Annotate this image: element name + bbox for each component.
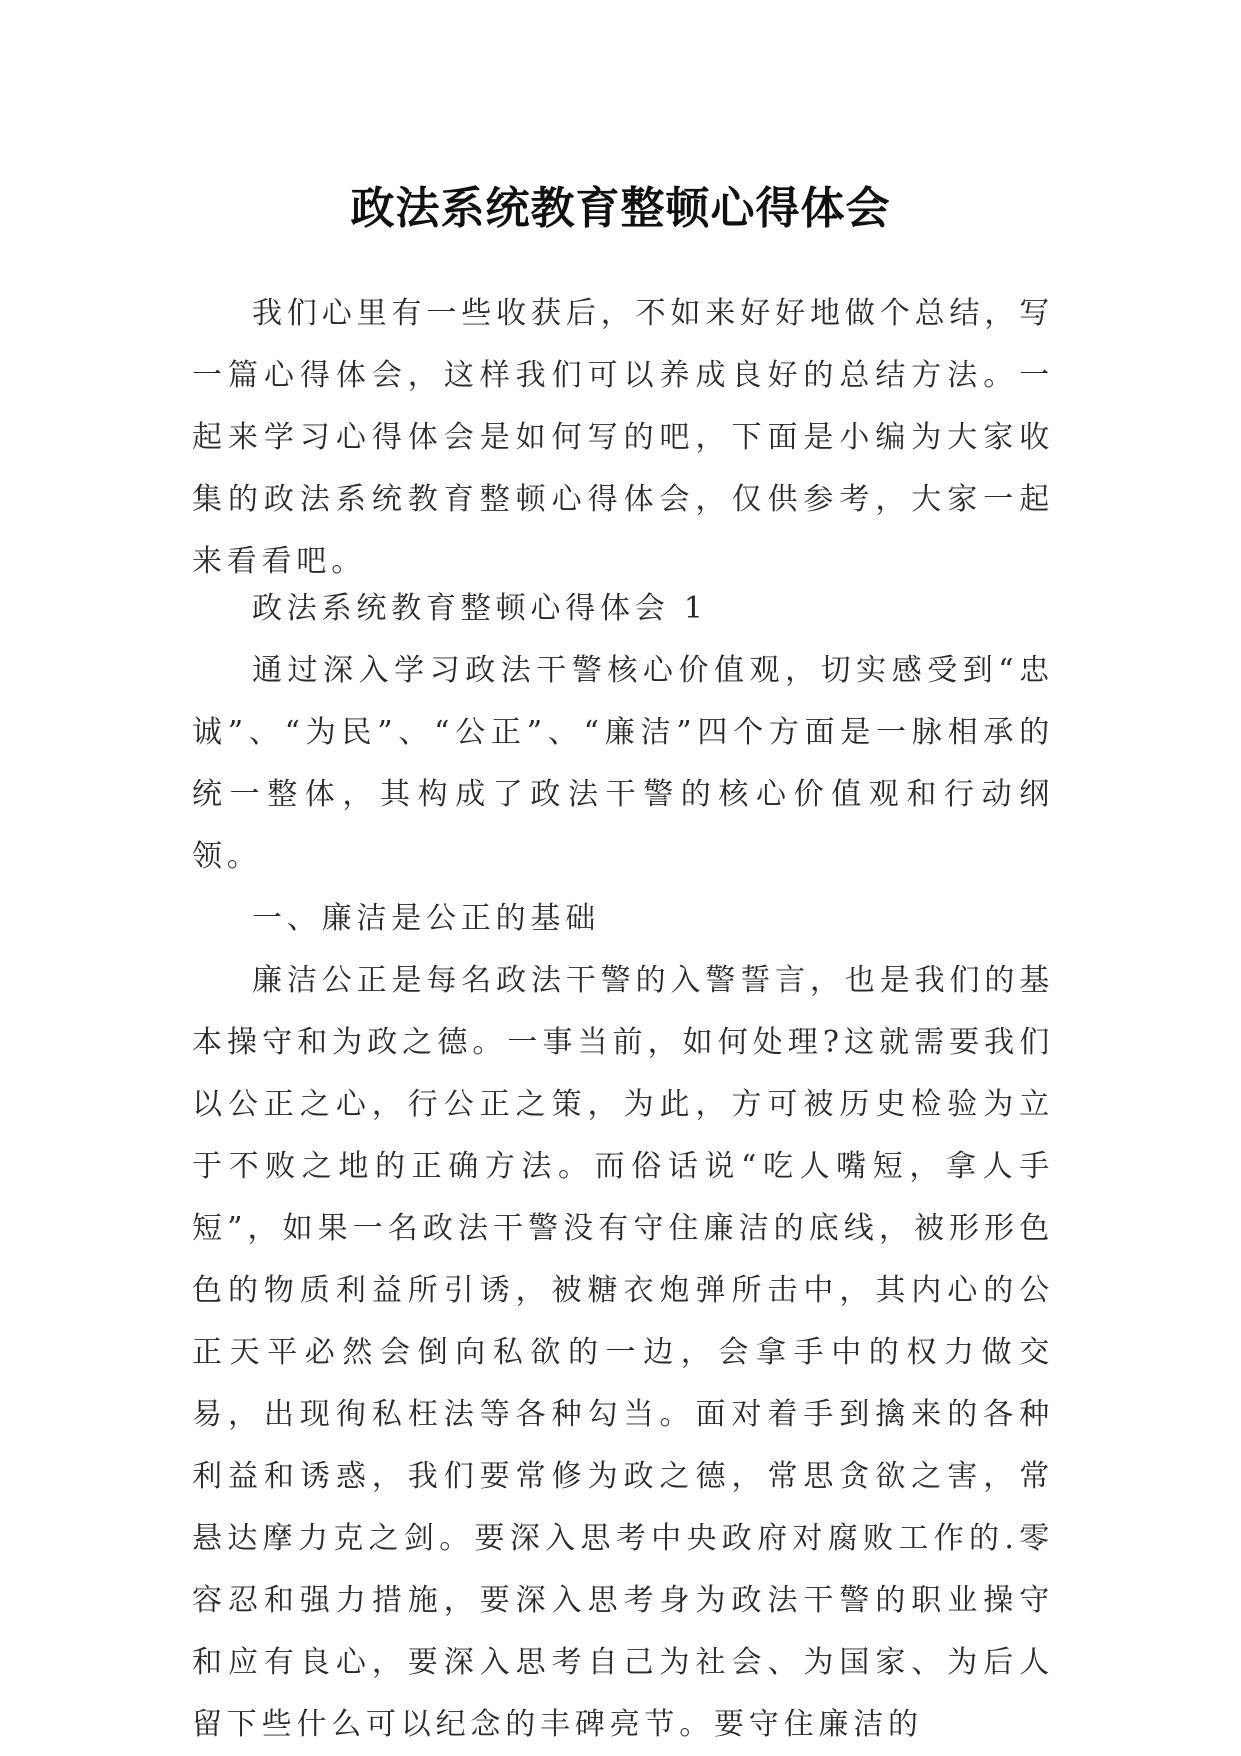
article-body bbox=[192, 578, 1054, 1756]
section-heading: 一、廉洁是公正的基础 bbox=[252, 901, 600, 936]
intro-block bbox=[192, 283, 1054, 593]
intro-paragraph: 我们心里有一些收获后，不如来好好地做个总结，写一篇心得体会，这样我们可以养成良好的总结方法。一起来学习心得体会是如何写的吧，下面是小编为大家收集的政法系统教育整顿心得体会，仅供参考，大家一起来看看吧。 bbox=[192, 296, 1054, 579]
article-heading: 政法系统教育整顿心得体会 1 bbox=[252, 591, 708, 626]
document-title: 政法系统教育整顿心得体会 bbox=[350, 183, 891, 235]
body-paragraph: 廉洁公正是每名政法干警的入警誓言，也是我们的基本操守和为政之德。一事当前，如何处理?这就需要我们以公正之心，行公正之策，为此，方可被历史检验为立于不败之地的正确方法。而俗话说“吃人嘴短，拿人手短”，如果一名政法干警没有守住廉洁的底线，被形形色色的物质利益所引诱，被糖衣炮弹所击中，其内心的公正天平必然会倒向私欲的一边，会拿手中的权力做交易，出现徇私枉法等各种勾当。面对着手到擒来的各种利益和诱惑，我们要常修为政之德，常思贪欲之害，常悬达摩力克之剑。要深入思考中央政府对腐败工作的.零容忍和强力措施，要深入思考身为政法干警的职业操守和应有良心，要深入思考自己为社会、为国家、为后人留下些什么可以纪念的丰碑亮节。要守住廉洁的 bbox=[192, 963, 1054, 1742]
body-paragraph: 通过深入学习政法干警核心价值观，切实感受到“忠诚”、“为民”、“公正”、“廉洁”四个方面是一脉相承的统一整体，其构成了政法干警的核心价值观和行动纲领。 bbox=[192, 653, 1054, 874]
